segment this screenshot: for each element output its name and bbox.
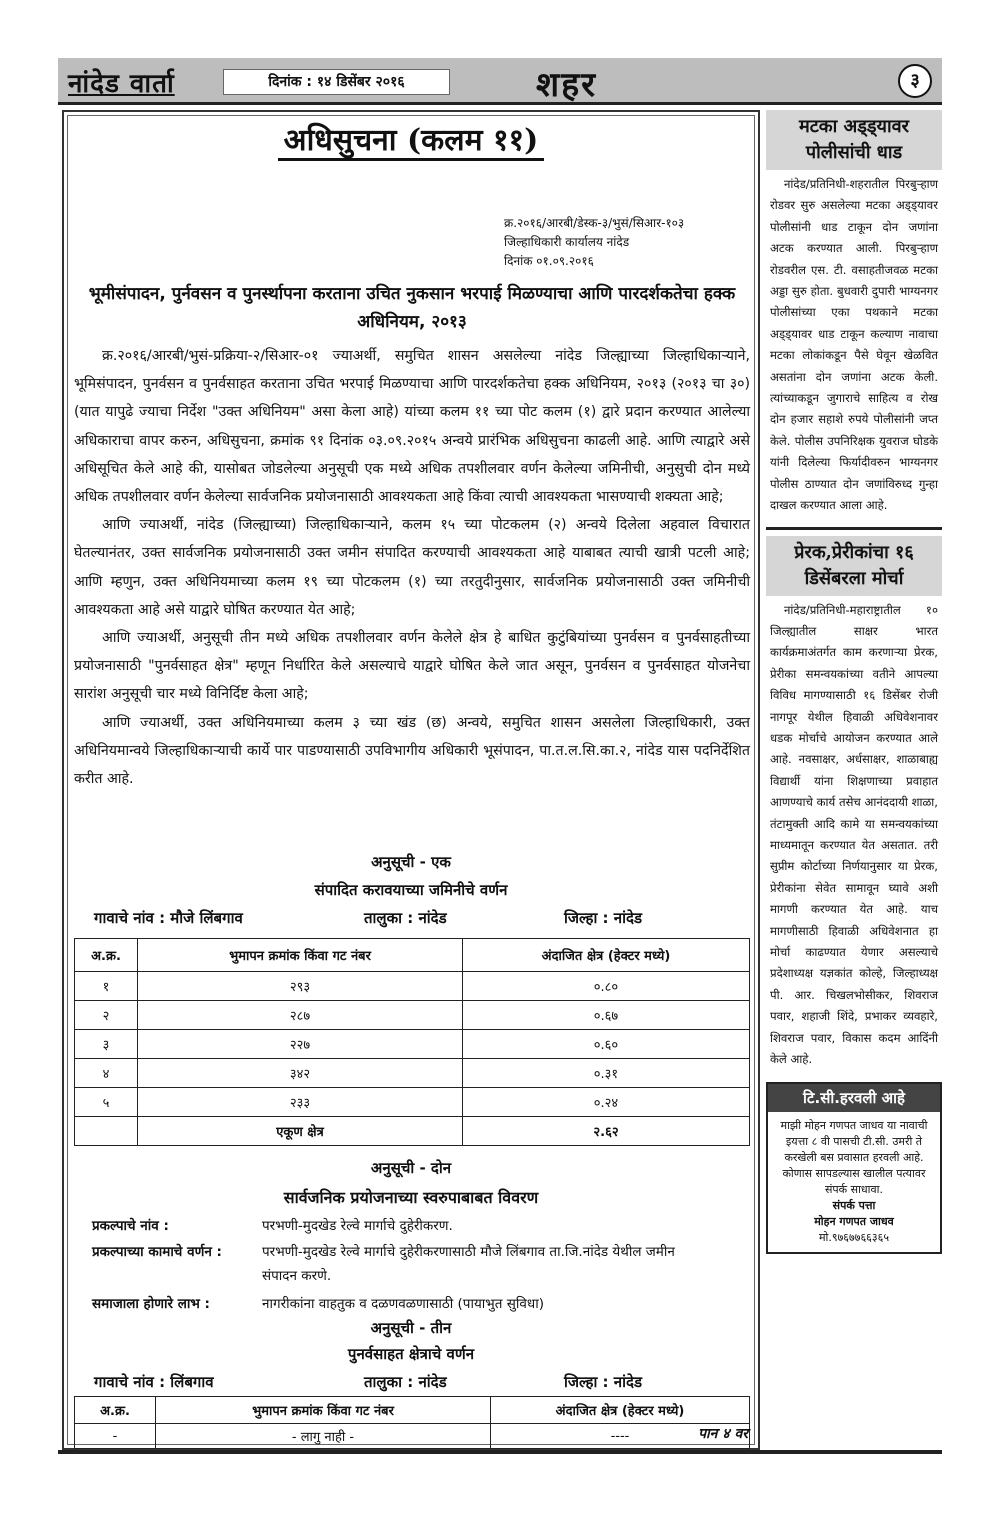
paragraph: आणि ज्याअर्थी, अनुसूची तीन मध्ये अधिक तपशीलवार वर्णन केलेले क्षेत्र हे बाधित कुटुंबियांच्या पुनर्वसन व पुनर्वसाहतीच्या प्रयोजनासाठी "पुनर्वसाहत क्षेत्र" म्हणून निर्धारित केले असल्याचे याद्वारे घोषित केले जात असून, पुनर्वसन व पुनर्वसाहत योजनेचा सारांश अनुसूची चार मध्ये विनिर्दिष्ट केला आहे;: [74, 630, 750, 703]
story-title: मटका अड्ड्यावर पोलीसांची धाड: [766, 110, 942, 170]
village: गावाचे नांव : मौजे लिंबगाव: [94, 909, 243, 927]
schedule2-subheading: सार्वजनिक प्रयोजनाच्या स्वरुपाबाबत विवरण: [283, 1188, 539, 1207]
cell: ४: [75, 1059, 138, 1088]
col-serial: अ.क्र.: [75, 1397, 156, 1424]
detail-value: परभणी-मुदखेड रेल्वे मार्गाचे दुहेरीकरणासाठी मौजे लिंबगाव ता.जि.नांदेड येथील जमीन संपादन करणे.: [262, 1244, 675, 1284]
table-header-row: [75, 1397, 750, 1424]
detail-value: परभणी-मुदखेड रेल्वे मार्गाचे दुहेरीकरण.: [262, 1218, 453, 1234]
cell: ०.६०: [463, 1030, 750, 1059]
cell: ३४२: [138, 1059, 463, 1088]
schedule3-heading: अनुसूची - तीन: [370, 1319, 452, 1337]
cell: २: [75, 1001, 138, 1030]
ref-number: क्र.२०१६/आरबी/डेस्क-३/भुसं/सिआर-१०३: [504, 216, 685, 230]
cell: -: [75, 1424, 156, 1449]
schedule1-heading: अनुसूची - एक: [371, 853, 451, 871]
taluka: तालुका : नांदेड: [364, 1373, 447, 1391]
side-column: [766, 110, 942, 1446]
newspaper-page: [58, 58, 942, 1458]
cell: २९३: [138, 972, 463, 1001]
schedule2-details: [92, 1214, 732, 1310]
ref-office: जिल्हाधिकारी कार्यालय नांदेड: [504, 235, 630, 249]
cell: १: [75, 972, 138, 1001]
paragraph: आणि ज्याअर्थी, उक्त अधिनियमाच्या कलम ३ च्या खंड (छ) अन्वये, समुचित शासन असलेला जिल्हाधिकारी, उक्त अधिनियमान्वये जिल्हाधिकाऱ्याची कार्ये पार पाडण्यासाठी उपविभागीय अधिकारी भूसंपादन, पा.त.ल.सि.का.२, नांदेड यास पदनिर्देशित करीत आहे.: [74, 714, 750, 788]
cell: २२७: [138, 1030, 463, 1059]
table-row: [75, 1059, 750, 1088]
table-header-row: [75, 939, 750, 972]
ad-title: टि.सी.हरवली आहे: [768, 1084, 940, 1112]
ad-contact-name: मोहन गणपत जाधव: [814, 1215, 894, 1229]
story-body: नांदेड/प्रतिनिधी-शहरातील पिरबुऱ्हाण रोडवर सुरु असलेल्या मटका अड्ड्यावर पोलीसांनी धाड टाकून दोन जणांना अटक करण्यात आली. पिरबुऱ्हाण रोडवरील एस. टी. वसाहतीजवळ मटका अड्डा सुरु होता. बुधवारी दुपारी भाग्यनगर पोलीसांच्या एका पथकाने मटका अड्ड्यावर धाड टाकून कल्याण नावाचा मटका लोकांकडून पैसे घेवून खेळवित असतांना दोन जणांना अटक केली. त्यांच्याकडून जुगाराचे साहित्य व रोख दोन हजार सहाशे रुपये पोलीसांनी जप्त केले. पोलीस उपनिरिक्षक युवराज घोडके यांनी दिलेल्या फिर्यादीवरुन भाग्यनगर पोलीस ठाण्यात दोन जणांविरुध्द गुन्हा दाखल करण्यात आला आहे.: [770, 177, 938, 513]
notice-title: [64, 118, 758, 159]
column-divider: [766, 527, 942, 530]
ad-phone: मो.९७६७७६६३६५: [818, 1231, 890, 1245]
schedule2-heading: अनुसूची - दोन: [370, 1159, 452, 1177]
section-title: शहर: [536, 65, 598, 105]
district: जिल्हा : नांदेड: [564, 909, 642, 927]
cell: २८७: [138, 1001, 463, 1030]
paragraph: क्र.२०१६/आरबी/भुसं-प्रक्रिया-२/सिआर-०१ ज्याअर्थी, समुचित शासन असलेल्या नांदेड जिल्ह्याच्या जिल्हाधिकाऱ्याने, भूमिसंपादन, पुनर्वसन व पुनर्वसाहत करताना उचित भरपाई मिळण्याचा आणि पारदर्शकतेचा हक्क अधिनियम, २०१३ (२०१३ चा ३०) (यात यापुढे ज्याचा निर्देश "उक्त अधिनियम" असा केला आहे) यांच्या कलम ११ च्या पोट कलम (१) द्वारे प्रदान करण्यात आलेल्या अधिकाराचा वापर करुन, अधिसुचना, क्रमांक ९१ दिनांक ०३.०९.२०१५ अन्वये प्रारंभिक अधिसुचना काढली आहे. आणि त्याद्वारे असे अधिसूचित केले आहे की, यासोबत जोडलेल्या अनुसूची एक मध्ये अधिक तपशीलवार वर्णन केलेल्या जमिनीची, अनुसुची दोन मध्ये अधिक तपशीलवार वर्णन केलेल्या सार्वजनिक प्रयोजनासाठी आवश्यकता आहे किंवा त्याची आवश्यकता भासण्याची शक्यता आहे;: [74, 348, 750, 506]
table-row: [75, 1424, 750, 1449]
detail-label: प्रकल्पाच्या कामाचे वर्णन :: [92, 1244, 222, 1260]
continued-label: पान ४ वर: [698, 1426, 748, 1442]
schedule1-subheading: संपादित करावयाच्या जमिनीचे वर्णन: [314, 881, 508, 899]
notice-title-text: अधिसुचना (कलम ११): [278, 123, 545, 161]
page-header: [58, 58, 942, 105]
act-title: भूमीसंपादन, पुर्नवसन व पुनर्स्थापना करताना उचित नुकसान भरपाई मिळण्याचा आणि पारदर्शकतेचा हक्क अधिनियम, २०१३: [88, 284, 736, 332]
total-value: २.६२: [463, 1117, 750, 1146]
paragraph: आणि ज्याअर्थी, नांदेड (जिल्ह्याच्या) जिल्हाधिकाऱ्याने, कलम १५ च्या पोटकलम (२) अन्वये दिलेला अहवाल विचारात घेतल्यानंतर, उक्त सार्वजनिक प्रयोजनासाठी उक्त जमीन संपादित करण्याची आवश्यकता आहे याबाबत त्याची खात्री पटली आहे; आणि म्हणुन, उक्त अधिनियमाच्या कलम १९ च्या पोटकलम (१) च्या तरतुदीनुसार, सार्वजनिक प्रयोजनासाठी उक्त जमिनीची आवश्यकता आहे असे याद्वारे घोषित करण्यात येत आहे;: [74, 517, 750, 618]
table-row: [75, 1030, 750, 1059]
ad-body: [768, 1112, 940, 1252]
detail-label: समाजाला होणारे लाभ :: [92, 1296, 210, 1312]
col-area: अंदाजित क्षेत्र (हेक्टर मध्ये): [463, 939, 750, 972]
ad-contact-label: संपर्क पत्ता: [832, 1199, 876, 1213]
masthead: नांदेड वार्ता: [68, 69, 175, 99]
col-serial: अ.क्र.: [75, 939, 138, 972]
col-survey-no: भुमापन क्रमांक किंवा गट नंबर: [156, 1397, 491, 1424]
notice-box: [62, 110, 760, 1450]
cell: ०.२४: [463, 1088, 750, 1117]
total-label: एकूण क्षेत्र: [138, 1117, 463, 1146]
detail-value: नागरीकांना वाहतुक व दळणवळणासाठी (पायाभुत सुविधा): [262, 1296, 544, 1312]
cell: ०.३१: [463, 1059, 750, 1088]
taluka: तालुका : नांदेड: [364, 909, 447, 927]
cell: ०.६७: [463, 1001, 750, 1030]
cell: ----: [491, 1424, 750, 1449]
page-bottom-rule: [58, 1450, 942, 1454]
schedule3-table: [74, 1396, 750, 1449]
schedule3-subheading: पुनर्वसाहत क्षेत्राचे वर्णन: [347, 1345, 475, 1363]
table-row: [75, 1088, 750, 1117]
ref-date: दिनांक ०१.०९.२०१६: [504, 254, 594, 268]
cell: ०.८०: [463, 972, 750, 1001]
cell: ३: [75, 1030, 138, 1059]
page-number: ३: [898, 64, 932, 98]
classified-ad: [766, 1082, 942, 1254]
table-row: [75, 1001, 750, 1030]
village: गावाचे नांव : लिंबगाव: [94, 1373, 214, 1391]
cell: २३३: [138, 1088, 463, 1117]
detail-label: प्रकल्पाचे नांव :: [92, 1218, 169, 1234]
cell: ५: [75, 1088, 138, 1117]
notice-body: [74, 342, 750, 793]
col-area: अंदाजित क्षेत्र (हेक्टर मध्ये): [491, 1397, 750, 1424]
story-title: प्रेरक,प्रेरीकांचा १६ डिसेंबरला मोर्चा: [766, 536, 942, 596]
schedule1-table: [74, 938, 750, 1146]
issue-date: दिनांक : १४ डिसेंबर २०१६: [223, 69, 450, 95]
story-body: नांदेड/प्रतिनिधी-महाराष्ट्रातील १० जिल्ह्यातील साक्षर भारत कार्यक्रमाअंतर्गत काम करणाऱ्या प्रेरक, प्रेरीका समन्वयकांच्या वतीने आपल्या विविध मागण्यासाठी १६ डिसेंबर रोजी नागपूर येथील हिवाळी अधिवेशनावर धडक मोर्चाचे आयोजन करण्यात आले आहे. नवसाक्षर, अर्धसाक्षर, शाळाबाह्य विद्यार्थी यांना शिक्षणाच्या प्रवाहात आणण्याचे कार्य तसेच आनंददायी शाळा, तंटामुक्ती आदि कामे या समन्वयकांच्या माध्यमातून करण्यात येत असतात. तरी सुप्रीम कोर्टाच्या निर्णयानुसार या प्रेरक, प्रेरीकांना सेवेत सामावून घ्यावे अशी मागणी करण्यात येत आहे. याच मागणीसाठी हिवाळी अधिवेशनात हा मोर्चा काढण्यात येणार असल्याचे प्रदेशाध्यक्ष यज्ञकांत कोल्हे, जिल्हाध्यक्ष पी. आर. चिखलभोसीकर, शिवराज पवार, शहाजी शिंदे, प्रभाकर व्यवहारे, शिवराज पवार, विकास कदम आदिंनी केले आहे.: [770, 602, 938, 1067]
notice-reference: [504, 214, 684, 271]
col-survey-no: भुमापन क्रमांक किंवा गट नंबर: [138, 939, 463, 972]
table-row: [75, 972, 750, 1001]
cell: - लागु नाही -: [156, 1424, 491, 1449]
ad-text: माझी मोहन गणपत जाधव या नावाची इयत्ता ८ वी पासची टी.सी. उमरी ते करखेली बस प्रवासात हरवली आहे. कोणास सापडल्यास खालील पत्यावर संपर्क साधावा.: [780, 1119, 928, 1197]
cell-empty: [75, 1117, 138, 1146]
table-total-row: [75, 1117, 750, 1146]
district: जिल्हा : नांदेड: [564, 1373, 642, 1391]
